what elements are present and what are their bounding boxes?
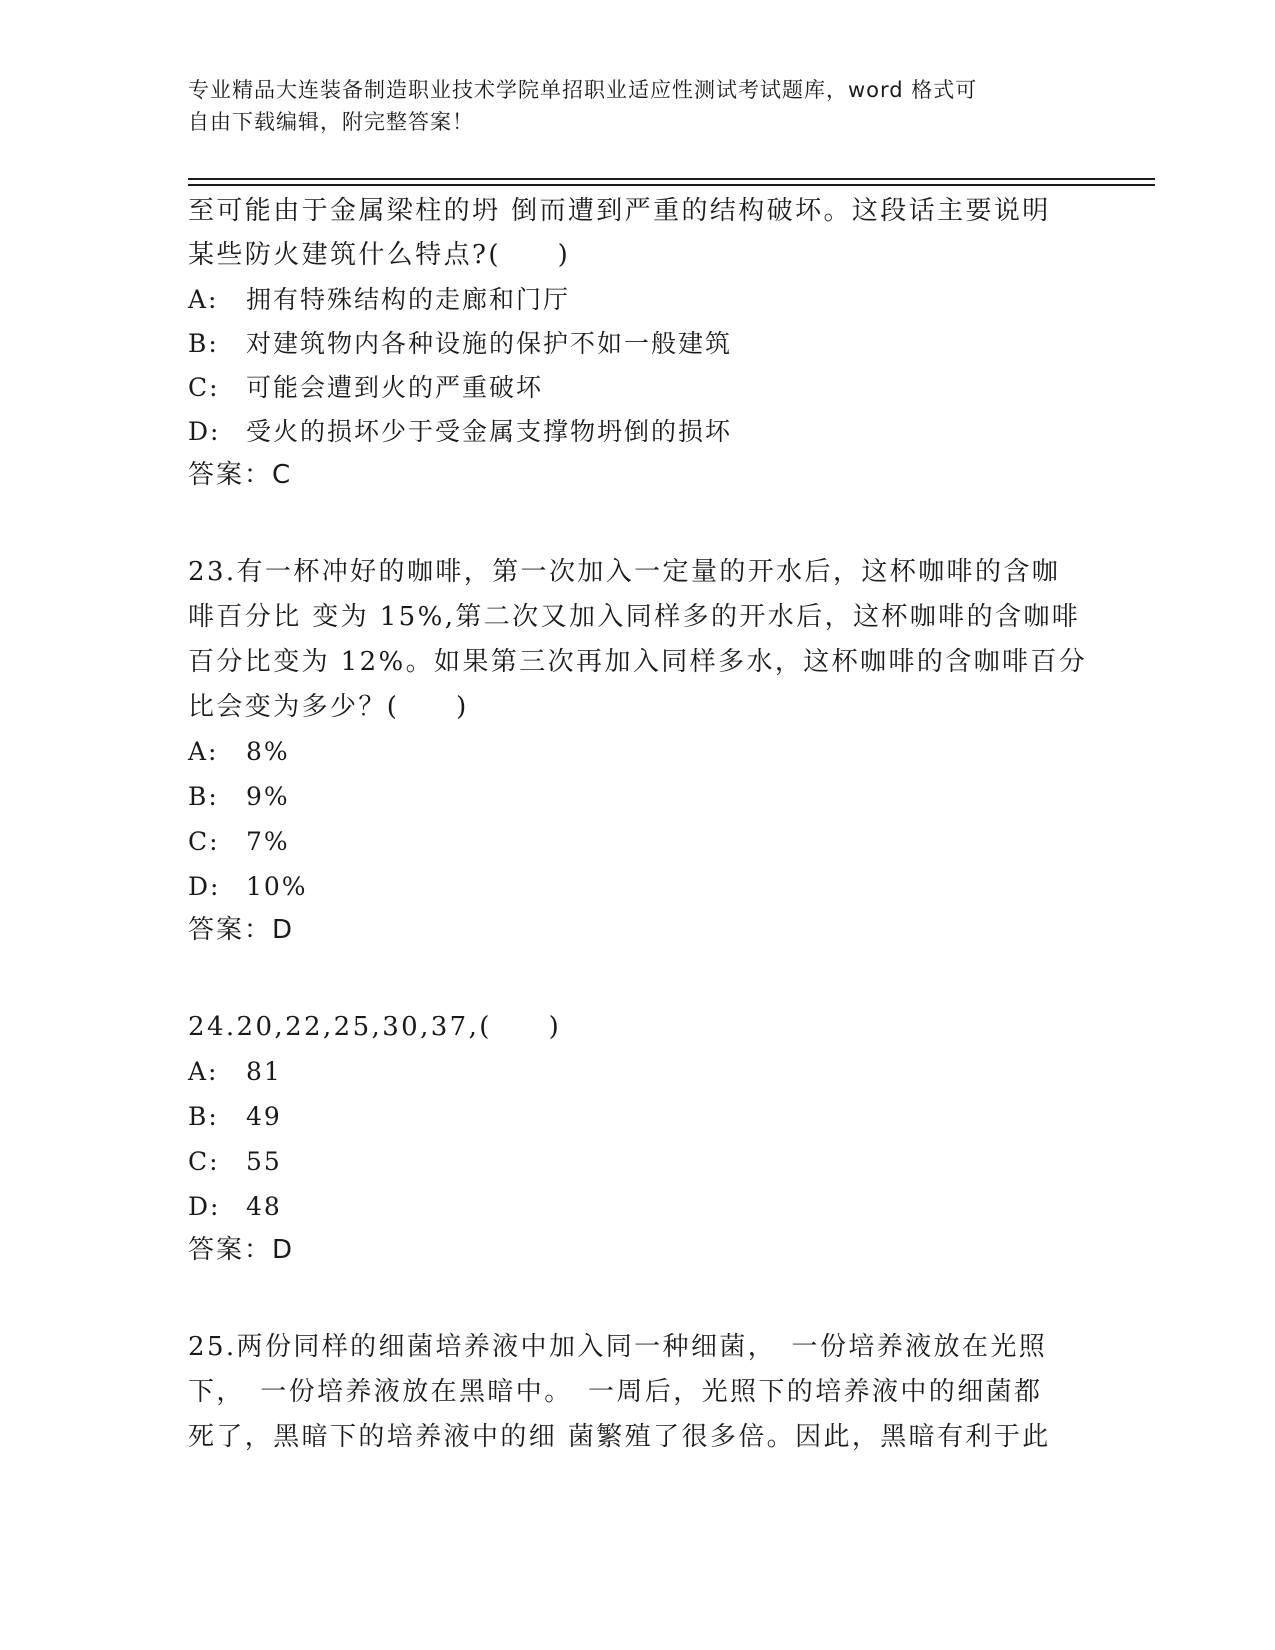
q25-text-line-2: 下， 一份培养液放在黑暗中。 一周后，光照下的培养液中的细菌都 [188,1377,1043,1407]
option-text: 81 [246,1057,282,1086]
option-text: 48 [246,1192,282,1221]
option-letter: A: [188,285,219,314]
header-divider-top [188,178,1155,180]
q22-option-d [188,415,732,449]
q25-text-line-3: 死了，黑暗下的培养液中的细 菌繁殖了很多倍。因此，黑暗有利于此 [188,1422,1051,1452]
option-letter: D: [188,872,221,901]
q23-option-c [188,825,290,859]
q24-option-a [188,1055,282,1089]
header-line-2: 自由下载编辑，附完整答案！ [188,110,474,134]
q22-option-b [188,327,732,361]
option-letter: C: [188,373,220,402]
q23-option-a [188,735,290,769]
option-text: 拥有特殊结构的走廊和门厅 [246,285,571,314]
option-text: 9% [246,782,290,811]
q23-text-line-4: 比会变为多少？( ) [188,692,469,722]
option-text: 受火的损坏少于受金属支撑物坍倒的损坏 [246,417,733,446]
option-text: 10% [246,872,308,901]
header-divider-bottom [188,184,1155,186]
q24-text-line-1: 24.20,22,25,30,37,( ) [188,1012,562,1042]
option-letter: B: [188,329,219,358]
page-header [188,74,1068,138]
option-text: 对建筑物内各种设施的保护不如一般建筑 [246,329,733,358]
q24-option-d [188,1190,282,1224]
option-letter: A: [188,737,219,766]
q23-option-d [188,870,308,904]
option-text: 55 [246,1147,282,1176]
option-letter: B: [188,782,219,811]
option-letter: D: [188,417,221,446]
q25-text-line-1: 25.两份同样的细菌培养液中加入同一种细菌， 一份培养液放在光照 [188,1332,1048,1362]
option-letter: D: [188,1192,221,1221]
q22-option-a [188,283,570,317]
q23-option-b [188,780,290,814]
q22-text-line-2: 某些防火建筑什么特点?( ) [188,240,571,270]
q24-option-b [188,1100,282,1134]
q23-text-line-1: 23.有一杯冲好的咖啡，第一次加入一定量的开水后，这杯咖啡的含咖 [188,557,1061,587]
option-text: 可能会遭到火的严重破坏 [246,373,544,402]
q24-option-c [188,1145,282,1179]
q23-text-line-3: 百分比变为 12%。如果第三次再加入同样多水，这杯咖啡的含咖啡百分 [188,647,1088,677]
q23-text-line-2: 啡百分比 变为 15%,第二次又加入同样多的开水后，这杯咖啡的含咖啡 [188,602,1081,632]
q23-answer: 答案：D [188,915,295,945]
option-letter: C: [188,1147,220,1176]
option-text: 8% [246,737,290,766]
option-text: 7% [246,827,290,856]
option-letter: B: [188,1102,219,1131]
q24-answer: 答案：D [188,1235,295,1265]
q22-option-c [188,371,543,405]
q22-answer: 答案：C [188,460,293,490]
header-line-1: 专业精品大连装备制造职业技术学院单招职业适应性测试考试题库，word 格式可 [188,78,978,102]
option-text: 49 [246,1102,282,1131]
option-letter: A: [188,1057,219,1086]
q22-text-line-1: 至可能由于金属梁柱的坍 倒而遭到严重的结构破坏。这段话主要说明 [188,196,1051,226]
option-letter: C: [188,827,220,856]
